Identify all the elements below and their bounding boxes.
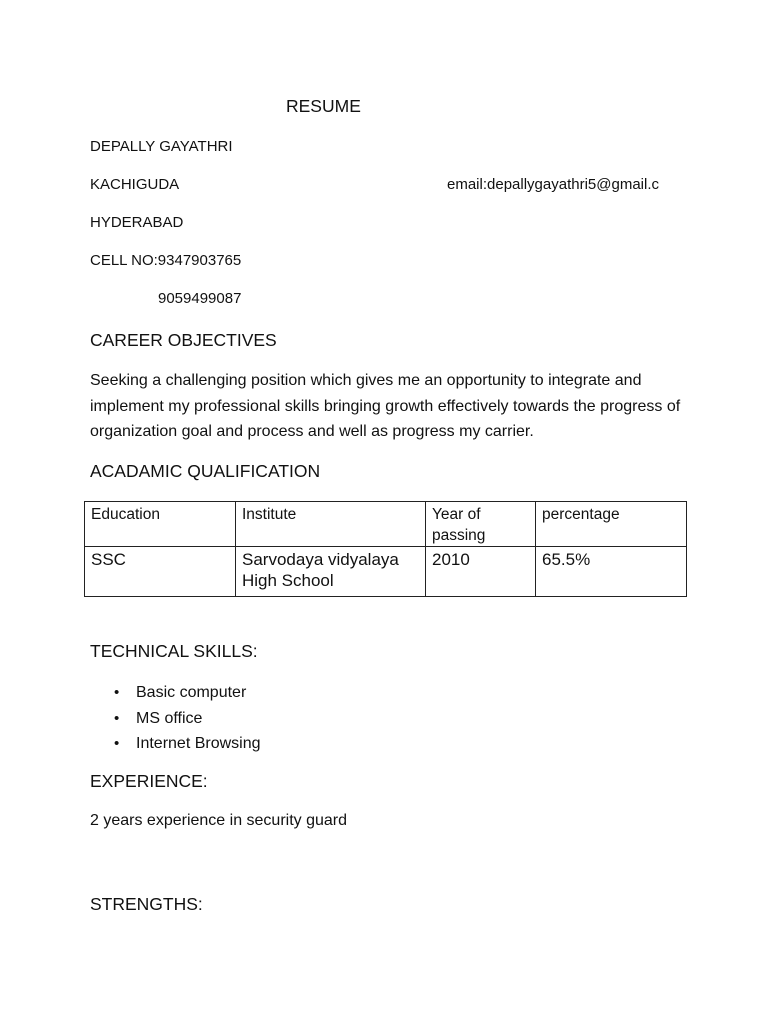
experience-heading: EXPERIENCE: xyxy=(90,771,208,791)
table-cell-year: 2010 xyxy=(426,547,536,597)
qualification-table xyxy=(84,501,687,597)
resume-title: RESUME xyxy=(286,96,361,116)
bullet-icon: • xyxy=(114,684,120,701)
column-header-institute: Institute xyxy=(236,502,426,547)
column-header-year: Year of passing xyxy=(426,502,536,547)
table-cell-education: SSC xyxy=(85,547,236,597)
skill-label: Internet Browsing xyxy=(136,735,261,752)
table-cell-institute: Sarvodaya vidyalaya High School xyxy=(236,547,426,597)
skill-label: MS office xyxy=(136,709,203,727)
list-item xyxy=(112,680,261,706)
technical-skills-list xyxy=(112,680,261,757)
address-city: HYDERABAD xyxy=(90,214,184,231)
bullet-icon: • xyxy=(114,735,120,752)
cell-number-alt: 9059499087 xyxy=(158,290,242,307)
academic-qualification-heading: ACADAMIC QUALIFICATION xyxy=(90,461,321,481)
experience-text: 2 years experience in security guard xyxy=(90,812,348,829)
column-header-percentage: percentage xyxy=(536,502,687,547)
list-item xyxy=(112,731,261,757)
technical-skills-heading: TECHNICAL SKILLS: xyxy=(90,641,258,661)
skill-label: Basic computer xyxy=(136,684,247,701)
strengths-heading: STRENGTHS: xyxy=(90,894,203,914)
column-header-education: Education xyxy=(85,502,236,547)
address-area: KACHIGUDA xyxy=(90,176,180,193)
career-objectives-heading: CAREER OBJECTIVES xyxy=(90,330,277,350)
bullet-icon: • xyxy=(114,709,120,727)
career-objectives-text: Seeking a challenging position which gives me an opportunity to integrate and implement my professional skills bringing growth effectively towards the progress of organization goal and process and well as progress my carrier. xyxy=(90,372,681,440)
list-item xyxy=(112,706,261,732)
table-row xyxy=(85,547,687,597)
applicant-name: DEPALLY GAYATHRI xyxy=(90,138,233,155)
cell-number: CELL NO:9347903765 xyxy=(90,252,242,269)
table-header-row xyxy=(85,502,687,547)
email-address: email:depallygayathri5@gmail.c xyxy=(447,176,659,193)
table-cell-percentage: 65.5% xyxy=(536,547,687,597)
